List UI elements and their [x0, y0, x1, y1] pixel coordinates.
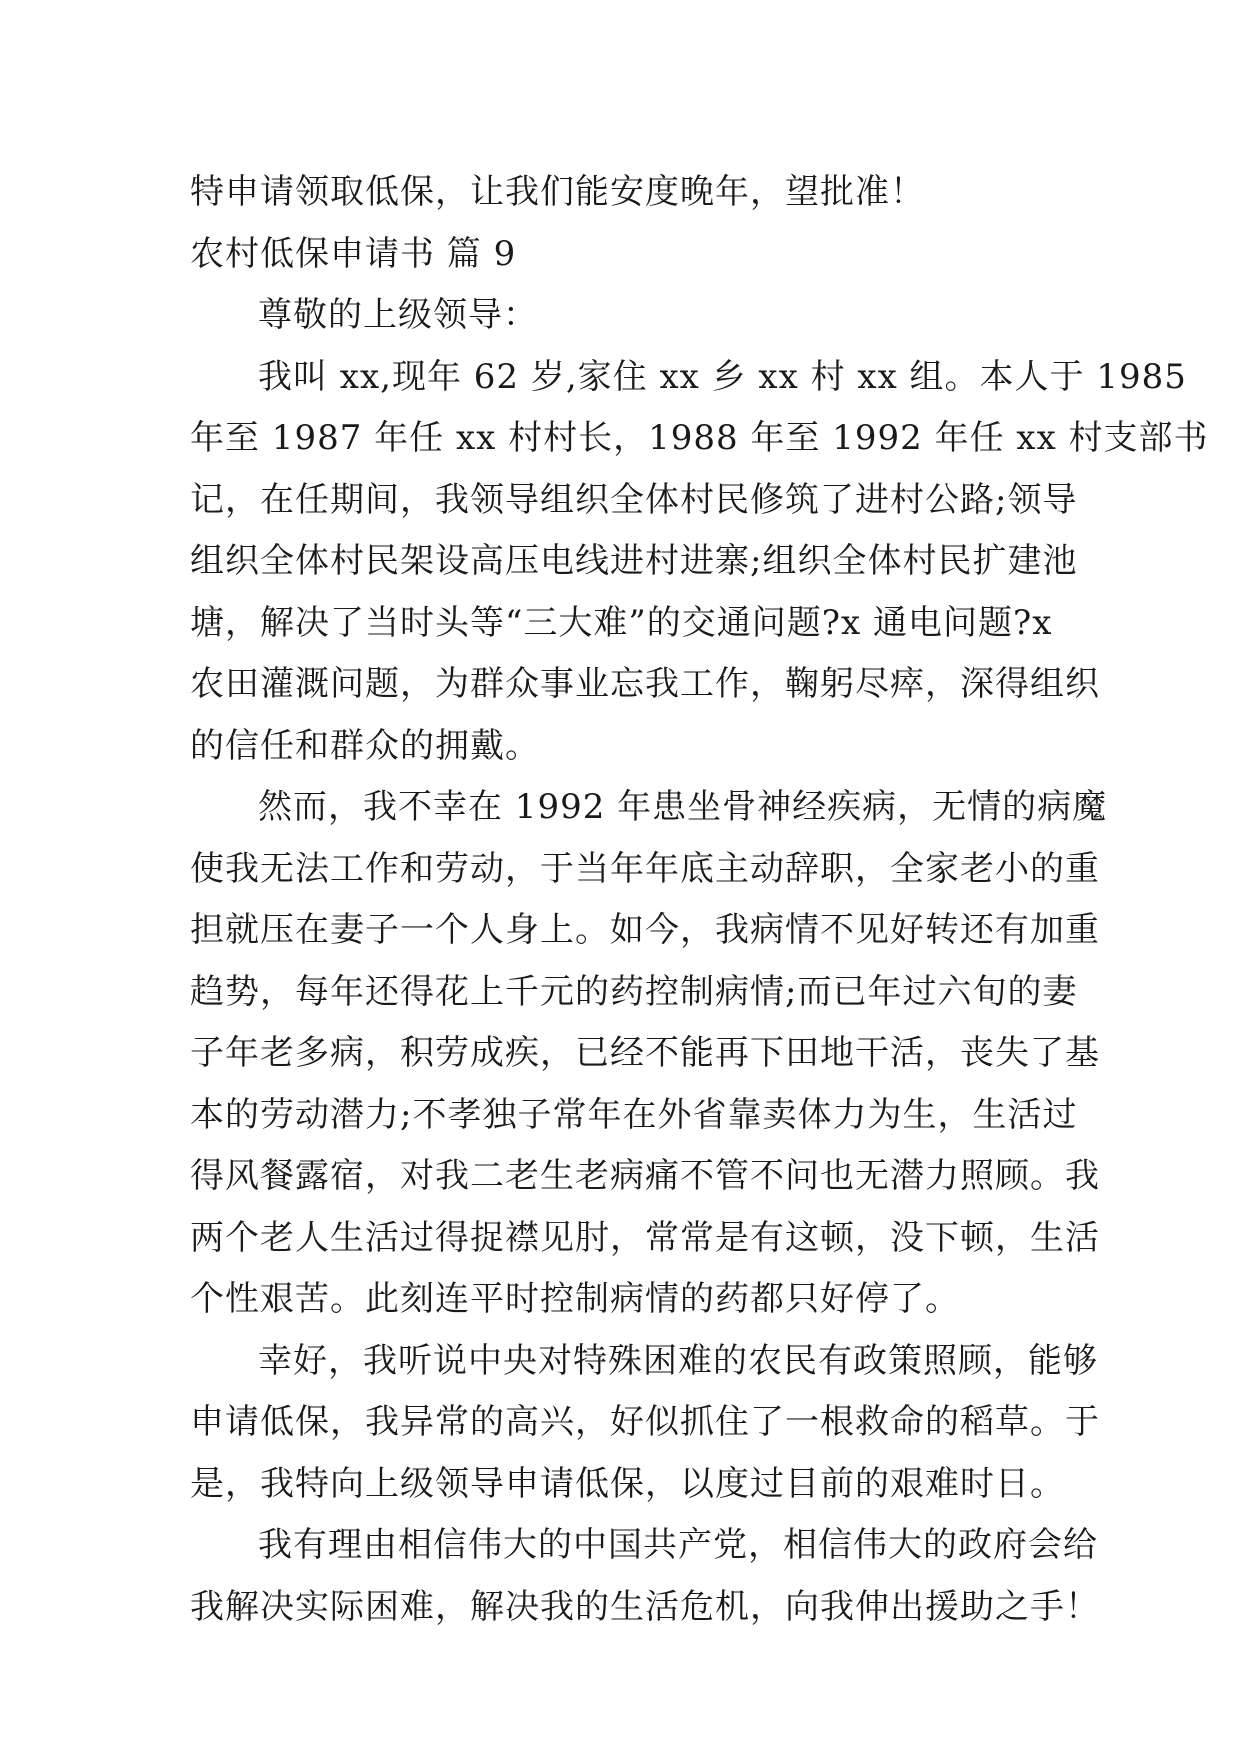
text-line: 农田灌溉问题，为群众事业忘我工作，鞠躬尽瘁，深得组织	[190, 664, 1100, 704]
text-line: 两个老人生活过得捉襟见肘，常常是有这顿，没下顿，生活	[190, 1217, 1100, 1258]
text-line: 是，我特向上级领导申请低保，以度过目前的艰难时日。	[190, 1463, 1065, 1504]
text-line: 年至 1987 年任 xx 村村长，1988 年至 1992 年任 xx 村支部书	[190, 418, 1209, 458]
salutation: 尊敬的上级领导：	[258, 295, 538, 335]
text-line: 使我无法工作和劳动，于当年年底主动辞职，全家老小的重	[190, 848, 1100, 889]
text-line: 趋势，每年还得花上千元的药控制病情;而已年过六旬的妻	[190, 971, 1078, 1012]
text-line: 组织全体村民架设高压电线进村进寨;组织全体村民扩建池	[190, 541, 1078, 581]
document-body	[190, 162, 1209, 1638]
text-line: 得风餐露宿，对我二老生老病痛不管不问也无潜力照顾。我	[190, 1156, 1100, 1196]
text-line: 幸好，我听说中央对特殊困难的农民有政策照顾，能够	[258, 1340, 1098, 1381]
text-line: 个性艰苦。此刻连平时控制病情的药都只好停了。	[190, 1279, 960, 1319]
text-line: 然而，我不幸在 1992 年患坐骨神经疾病，无情的病魔	[258, 787, 1108, 827]
text-line: 塘，解决了当时头等“三大难”的交通问题?x 通电问题?x	[190, 602, 1053, 643]
text-line: 特申请领取低保，让我们能安度晚年，望批准！	[190, 172, 925, 212]
text-line: 我解决实际困难，解决我的生活危机，向我伸出援助之手！	[190, 1586, 1100, 1627]
text-line: 我有理由相信伟大的中国共产党，相信伟大的政府会给	[258, 1525, 1098, 1565]
text-line: 申请低保，我异常的高兴，好似抓住了一根救命的稻草。于	[190, 1402, 1100, 1442]
text-line: 我叫 xx,现年 62 岁,家住 xx 乡 xx 村 xx 组。本人于 1985	[258, 356, 1187, 397]
text-line: 本的劳动潜力;不孝独子常年在外省靠卖体力为生，生活过	[190, 1094, 1078, 1135]
text-line: 的信任和群众的拥戴。	[190, 725, 540, 766]
section-title: 农村低保申请书 篇 9	[190, 233, 517, 274]
text-line: 担就压在妻子一个人身上。如今，我病情不见好转还有加重	[190, 910, 1100, 950]
text-line: 子年老多病，积劳成疾，已经不能再下田地干活，丧失了基	[190, 1033, 1100, 1073]
text-line: 记，在任期间，我领导组织全体村民修筑了进村公路;领导	[190, 479, 1078, 520]
